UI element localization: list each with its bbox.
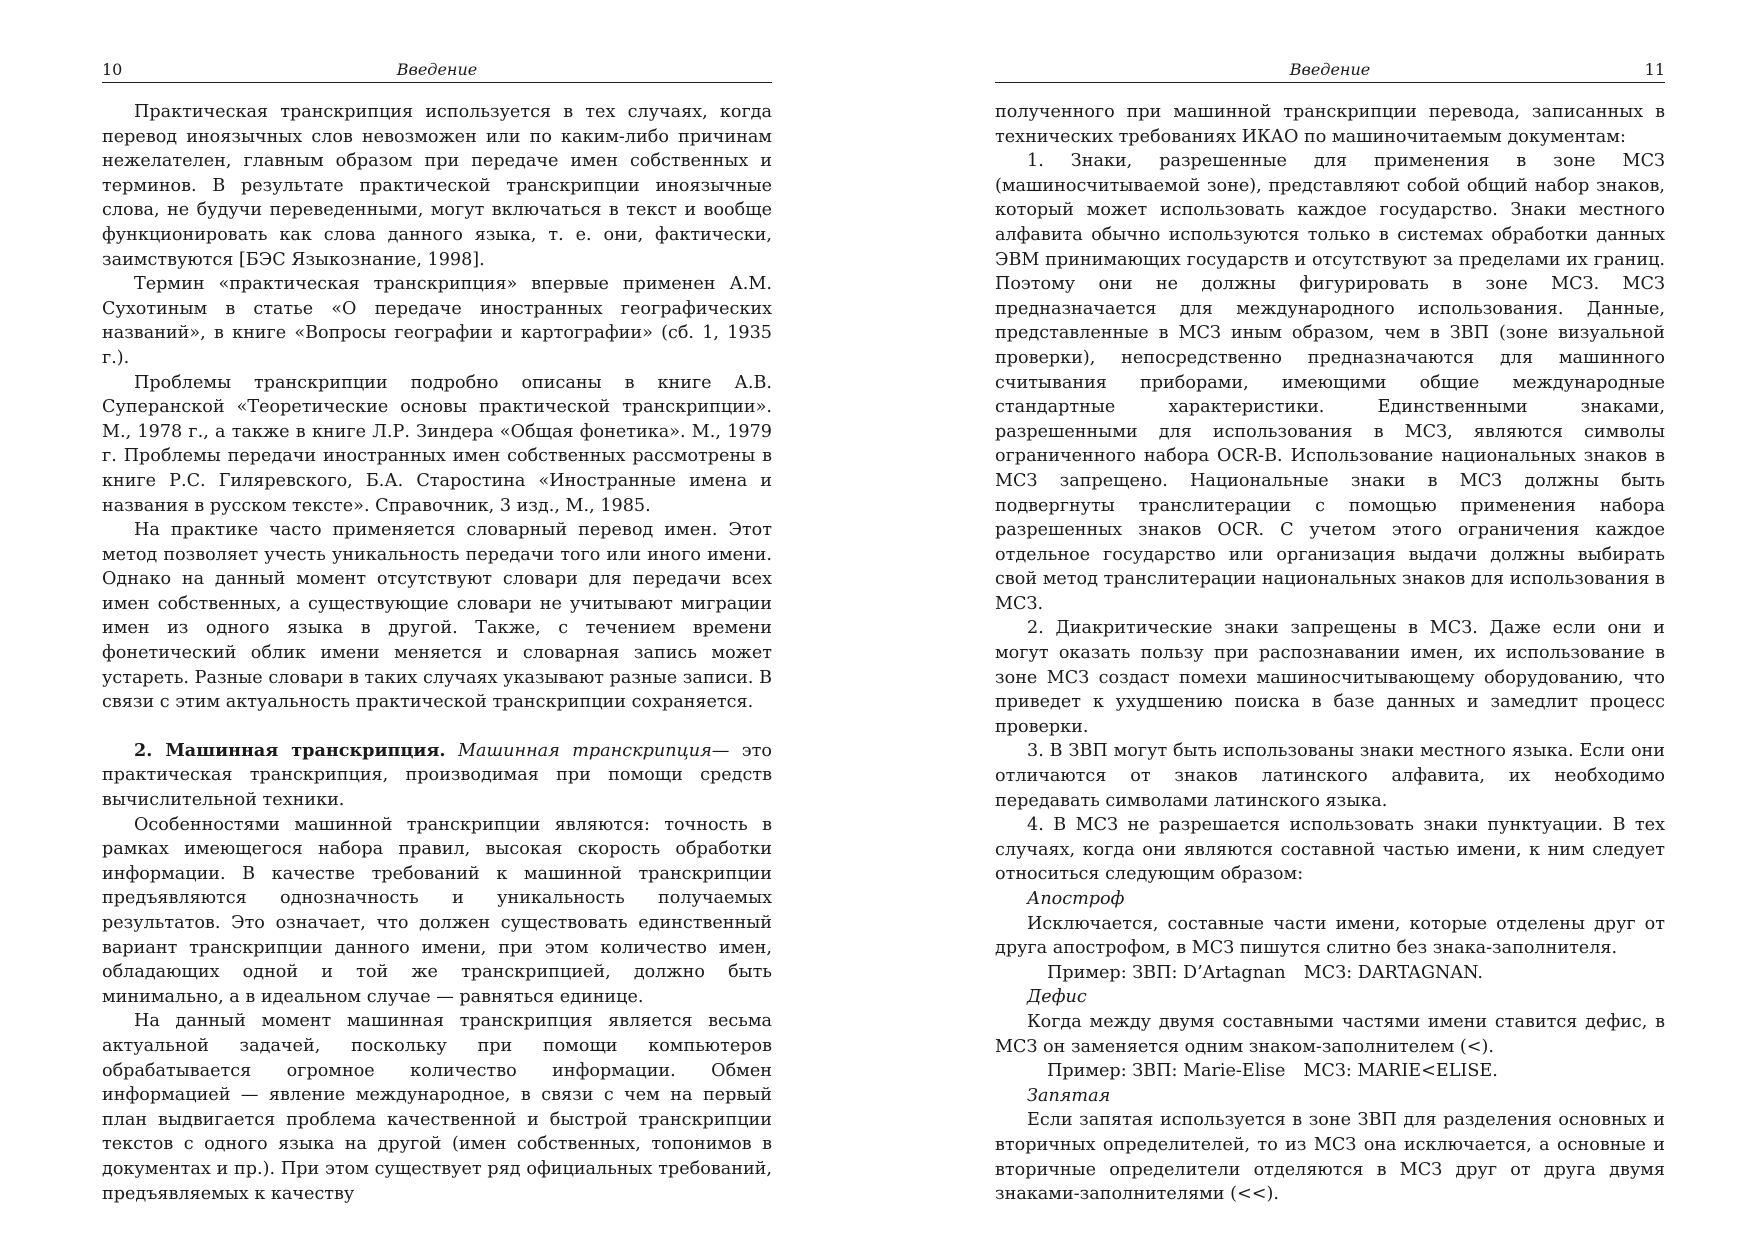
left-paragraph-6: На данный момент машинная транскрипция является весьма актуальной задачей, поскольку при помощи компьютеров обрабатывается огромное количество информации. Обмен информацией — явление международное, в связи с чем на первый план выдвигается проблема качественной и быстрой транскрипции текстов с одного языка на другой (имен собственных, топонимов в документах и пр.). При этом существует ряд официальных требований, предъявляемых к качеству — [102, 1011, 772, 1204]
numbered-item-2: 2. Диакритические знаки запрещены в МСЗ. Даже если они и могут оказать пользу при распознавании имен, их использование в зоне МСЗ создаст помехи машиносчитывающему оборудованию, что приведет к ухудшению поиска в базе данных и замедлит процесс проверки. — [995, 618, 1665, 737]
rule-heading-hyphen: Дефис — [1027, 987, 1087, 1008]
example-hyphen — [995, 1059, 1665, 1084]
example-apostrophe — [995, 961, 1665, 986]
example-vz: ЗВП: Marie-Elise — [1132, 1061, 1286, 1082]
section-2-definition: — это практическая транскрипция, производимая при помощи средств вычислительной техники. — [102, 740, 772, 811]
rule-heading-comma: Запятая — [1027, 1085, 1111, 1106]
left-paragraph-1: Практическая транскрипция используется в тех случаях, когда перевод иноязычных слов невозможен или по каким-либо причинам нежелателен, главным образом при передаче имен собственных и терминов. В результате практической транскрипции иноязычные слова, не будучи переведенными, могут включаться в текст и вообще функционировать как слова данного языка, т. е. они, фактически, заимствуются [БЭС Языкознание, 1998]. — [102, 102, 772, 270]
right-page-number: 11 — [1644, 60, 1665, 79]
left-paragraph-4: На практике часто применяется словарный перевод имен. Этот метод позволяет учесть уникальность передачи того или иного имени. Однако на данный момент отсутствуют словари для передачи всех имен собственных, а существующие словари не учитывают миграции имен из одного языка в другой. Также, с течением времени фонетический облик имени меняется и словарная запись может устареть. Разные словари в таких случаях указывают разные записи. В связи с этим актуальность практической транскрипции сохраняется. — [102, 520, 772, 713]
section-2-paragraph — [102, 739, 772, 813]
rule-text-comma: Если запятая используется в зоне ЗВП для разделения основных и вторичных определителей, то из МСЗ она исключается, а основные и вторичные определители отделяются в МСЗ друг от друга двумя знаками-заполнителями (<<). — [995, 1110, 1665, 1205]
right-running-title: Введение — [1289, 60, 1371, 79]
numbered-item-1: 1. Знаки, разрешенные для применения в зоне МСЗ (машиносчитываемой зоне), представляют собой общий набор знаков, который может использовать каждое государство. Знаки местного алфавита обычно используются только в системах обработки данных ЭВМ принимающих государств и отсутствуют за пределами их границ. Поэтому они не должны фигурировать в зоне МСЗ. МСЗ предназначается для международного использования. Данные, представленные в МСЗ иным образом, чем в ЗВП (зоне визуальной проверки), непосредственно предназначаются для машинного считывания приборами, имеющими общие международные стандартные характеристики. Единственными знаками, разрешенными для использования в МСЗ, являются символы ограниченного набора OCR-B. Использование национальных знаков в МСЗ запрещено. Национальные знаки в МСЗ должны быть подвергнуты транслитерации с помощью применения набора разрешенных знаков OCR. С учетом этого ограничения каждое отдельное государство или организация выдачи должны выбирать свой метод транслитерации национальных знаков для использования в МСЗ. — [995, 151, 1665, 614]
example-label: Пример: — [1047, 962, 1127, 983]
example-mrz: МСЗ: MARIE<ELISE. — [1303, 1061, 1498, 1082]
numbered-item-4: 4. В МСЗ не разрешается использовать знаки пунктуации. В тех случаях, когда они являются составной частью имени, к ним следует относиться следующим образом: — [995, 815, 1665, 885]
right-running-head — [995, 58, 1665, 83]
rule-text-apostrophe: Исключается, составные части имени, которые отделены друг от друга апострофом, в МСЗ пишутся слитно без знака-заполнителя. — [995, 913, 1665, 959]
example-vz: ЗВП: D’Artagnan — [1132, 962, 1286, 983]
left-body — [102, 100, 772, 1206]
left-running-head — [102, 58, 772, 83]
left-paragraph-5: Особенностями машинной транскрипции являются: точность в рамках имеющегося набора правил, высокая скорость обработки информации. В качестве требований к машинной транскрипции предъявляются однозначность и уникальность получаемых результатов. Это означает, что должен существовать единственный вариант транскрипции данного имени, при этом количество имен, обладающих одной и той же транскрипцией, должно быть минимально, а в идеальном случае — равняться единице. — [102, 814, 772, 1007]
section-2-title: 2. Машинная транскрипция. — [134, 739, 446, 761]
rule-heading-apostrophe: Апостроф — [1027, 889, 1125, 909]
right-continuation: полученного при машинной транскрипции перевода, записанных в технических требованиях ИКАО по машиночитаемым документам: — [995, 102, 1665, 147]
left-running-title: Введение — [396, 60, 478, 79]
numbered-item-3: 3. В ЗВП могут быть использованы знаки местного языка. Если они отличаются от знаков латинского алфавита, их необходимо передавать символами латинского языка. — [995, 741, 1665, 811]
left-page-number: 10 — [102, 60, 123, 79]
section-2-term: Машинная транскрипция — [457, 740, 712, 761]
right-body — [995, 100, 1665, 1207]
left-paragraph-3: Проблемы транскрипции подробно описаны в книге А.В. Суперанской «Теоретические основы практической транскрипции». М., 1978 г., а также в книге Л.Р. Зиндера «Общая фонетика». М., 1979 г. Проблемы передачи иностранных имен собственных рассмотрены в книге Р.С. Гиляревского, Б.А. Старостина «Иностранные имена и названия в русском тексте». Справочник, 3 изд., М., 1985. — [102, 372, 772, 516]
example-label: Пример: — [1047, 1061, 1127, 1082]
example-mrz: МСЗ: DARTAGNAN. — [1303, 962, 1483, 983]
left-paragraph-2: Термин «практическая транскрипция» впервые применен А.М. Сухотиным в статье «О передаче иностранных географических названий», в книге «Вопросы географии и картографии» (сб. 1, 1935 г.). — [102, 274, 772, 368]
rule-text-hyphen: Когда между двумя составными частями имени ставится дефис, в МСЗ он заменяется одним знаком-заполнителем (<). — [995, 1011, 1665, 1057]
